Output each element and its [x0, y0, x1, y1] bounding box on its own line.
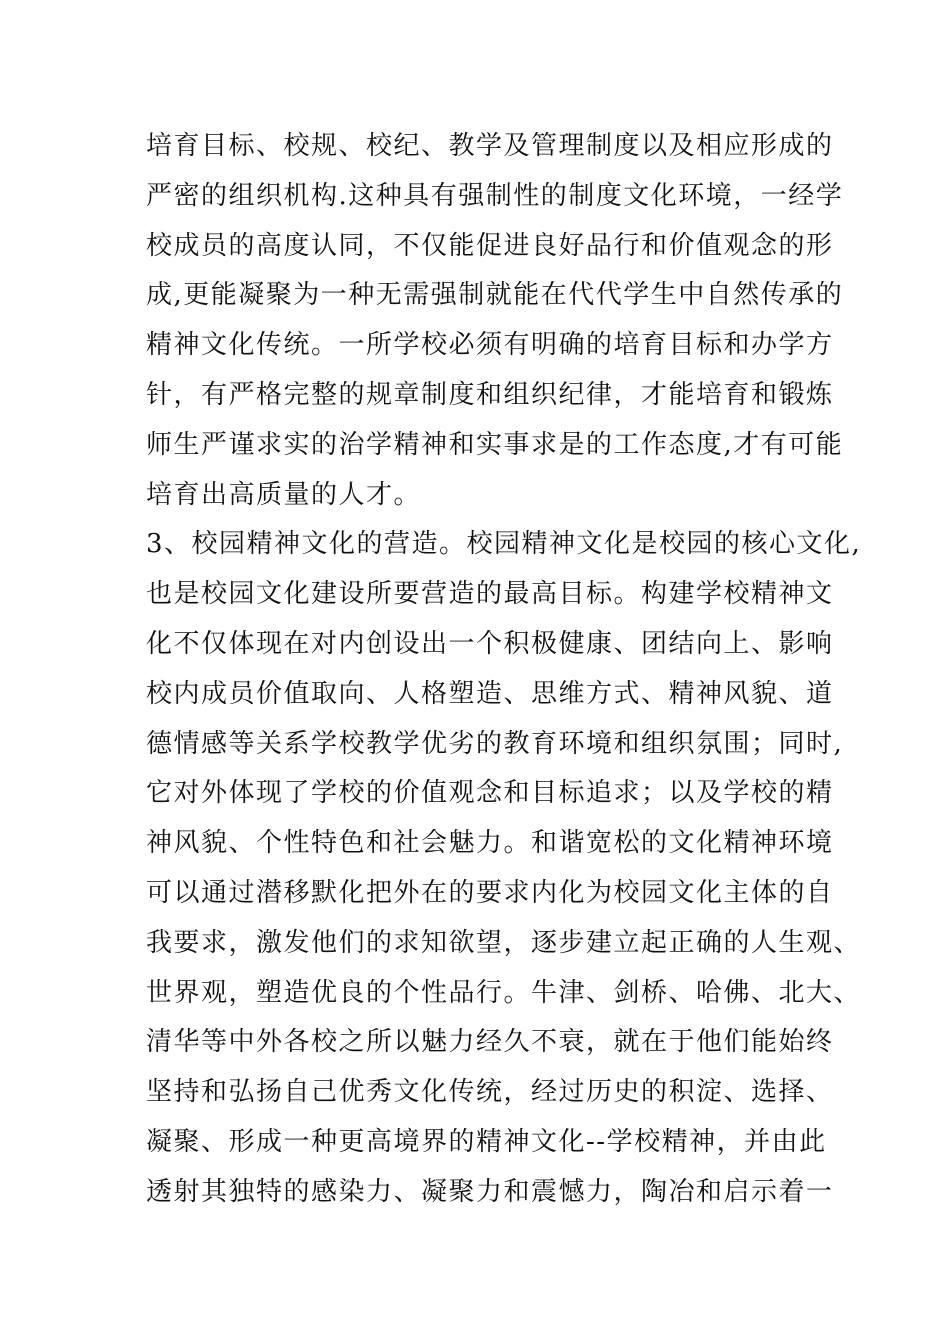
text-line: 针，有严格完整的规章制度和组织纪律，才能培育和锻炼 — [146, 379, 834, 410]
text-line: 校内成员价值取向、人格塑造、思维方式、精神风貌、道 — [146, 678, 834, 709]
text-line: 培育出高质量的人才。 — [146, 479, 422, 510]
text-line: 世界观，塑造优良的个性品行。牛津、剑桥、哈佛、北大、 — [146, 977, 862, 1008]
text-line: 可以通过潜移默化把外在的要求内化为校园文化主体的自 — [146, 877, 834, 908]
text-line: 师生严谨求实的治学精神和实事求是的工作态度,才有可能 — [146, 429, 844, 460]
text-line: 透射其独特的感染力、凝聚力和震憾力，陶冶和启示着一 — [146, 1176, 834, 1207]
body-text — [146, 122, 862, 1218]
text-line: 它对外体现了学校的价值观念和目标追求；以及学校的精 — [146, 778, 834, 809]
text-line: 坚持和弘扬自己优秀文化传统，经过历史的积淀、选择、 — [146, 1077, 834, 1108]
text-line: 神风貌、个性特色和社会魅力。和谐宽松的文化精神环境 — [146, 828, 834, 859]
text-line: 清华等中外各校之所以魅力经久不衰，就在于他们能始终 — [146, 1027, 834, 1058]
text-line: 我要求，激发他们的求知欲望，逐步建立起正确的人生观、 — [146, 927, 862, 958]
text-line: 也是校园文化建设所要营造的最高目标。构建学校精神文 — [146, 579, 834, 610]
text-line: 精神文化传统。一所学校必须有明确的培育目标和办学方 — [146, 330, 834, 361]
section-heading-line: 3、校园精神文化的营造。校园精神文化是校园的核心文化, — [146, 529, 862, 560]
text-line: 校成员的高度认同，不仅能促进良好品行和价值观念的形 — [146, 230, 834, 261]
text-line: 培育目标、校规、校纪、教学及管理制度以及相应形成的 — [146, 131, 834, 161]
text-line: 德情感等关系学校教学优劣的教育环境和组织氛围；同时, — [146, 728, 844, 759]
text-line: 凝聚、形成一种更高境界的精神文化--学校精神，并由此 — [146, 1126, 827, 1157]
text-line: 严密的组织机构.这种具有强制性的制度文化环境，一经学 — [146, 180, 844, 211]
text-line: 化不仅体现在对内创设出一个积极健康、团结向上、影响 — [146, 628, 834, 659]
text-line: 成,更能凝聚为一种无需强制就能在代代学生中自然传承的 — [146, 280, 844, 311]
